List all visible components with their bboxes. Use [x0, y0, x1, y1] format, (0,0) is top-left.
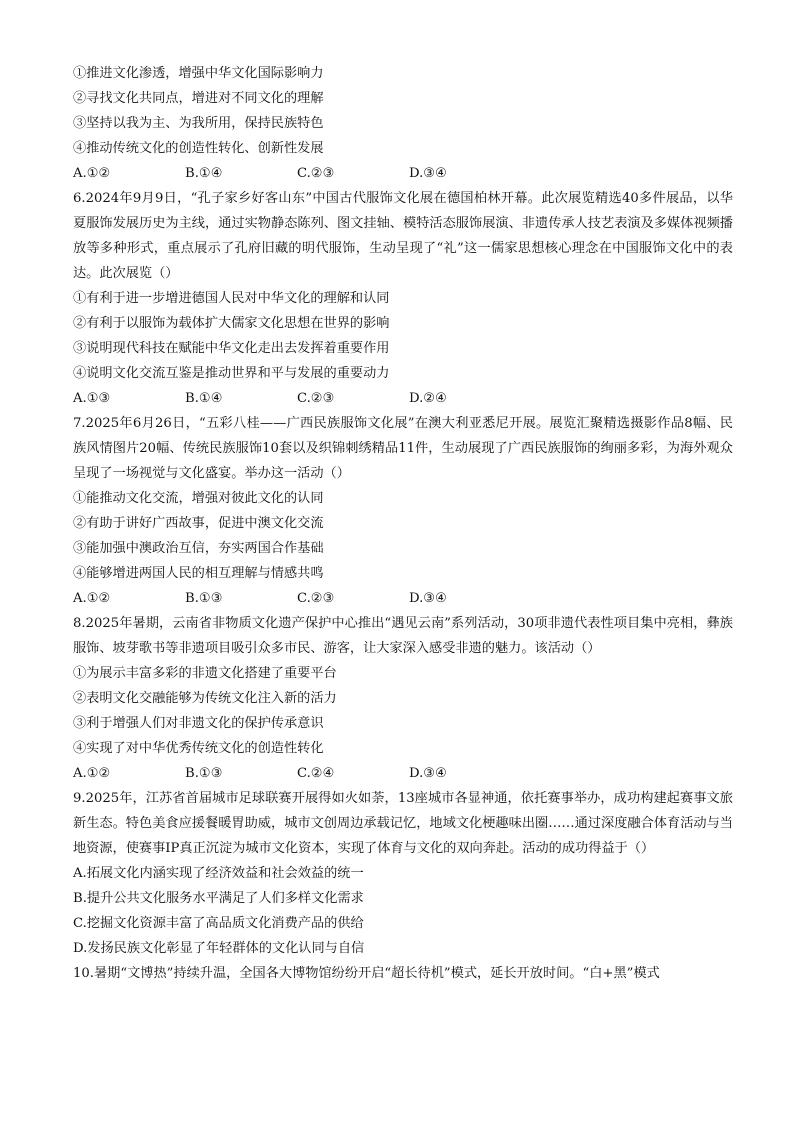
option-c: C.②③	[297, 391, 335, 406]
option-c: C.②③	[297, 166, 335, 181]
statement-4: ④能够增进两国人民的相互理解与情感共鸣	[73, 566, 324, 581]
question-10	[73, 961, 733, 986]
answer-options	[73, 161, 733, 186]
option-b: B.①④	[185, 166, 223, 181]
choice-a: A.拓展文化内涵实现了经济效益和社会效益的统一	[73, 866, 364, 881]
option-c: C.②④	[297, 766, 335, 781]
option-d: D.②④	[409, 391, 447, 406]
statement-2: ②有利于以服饰为载体扩大儒家文化思想在世界的影响	[73, 316, 390, 331]
statement-3: ③坚持以我为主、为我所用，保持民族特色	[73, 116, 324, 131]
statement-1: ①为展示丰富多彩的非遗文化搭建了重要平台	[73, 666, 337, 681]
exam-page	[73, 61, 733, 986]
statement-1: ①能推动文化交流，增强对彼此文化的认同	[73, 491, 324, 506]
option-d: D.③④	[409, 166, 447, 181]
option-a: A.①②	[73, 591, 111, 606]
statement-1: ①推进文化渗透，增强中华文化国际影响力	[73, 66, 324, 81]
answer-options	[73, 761, 733, 786]
statement-1: ①有利于进一步增进德国人民对中华文化的理解和认同	[73, 291, 390, 306]
option-b: B.①③	[185, 591, 223, 606]
option-c: C.②③	[297, 591, 335, 606]
option-a: A.①②	[73, 166, 111, 181]
option-a: A.①②	[73, 766, 111, 781]
option-d: D.③④	[409, 766, 447, 781]
answer-options	[73, 386, 733, 411]
statement-3: ③能加强中澳政治互信，夯实两国合作基础	[73, 541, 324, 556]
statement-4: ④说明文化交流互鉴是推动世界和平与发展的重要动力	[73, 366, 390, 381]
answer-options	[73, 586, 733, 611]
question-8	[73, 611, 733, 786]
question-9	[73, 786, 733, 961]
statement-3: ③利于增强人们对非遗文化的保护传承意识	[73, 716, 324, 731]
option-b: B.①③	[185, 766, 223, 781]
statement-2: ②表明文化交融能够为传统文化注入新的活力	[73, 691, 337, 706]
question-stem: 9.2025年，江苏省首届城市足球联赛开展得如火如荼，13座城市各显神通，依托赛事举办，成功构建起赛事文旅新生态。特色美食应援餐暖胃助威，城市文创周边承载记忆，地域文化梗趣味出圈……通过深度融合体育活动与当地资源，使赛事IP真正沉淀为城市文化资本，实现了体育与文化的双向奔赴。活动的成功得益于（）	[73, 791, 733, 856]
option-a: A.①③	[73, 391, 111, 406]
question-stem: 8.2025年暑期，云南省非物质文化遗产保护中心推出“遇见云南”系列活动，30项非遗代表性项目集中亮相，彝族服饰、坡芽歌书等非遗项目吸引众多市民、游客，让大家深入感受非遗的魅力。该活动（）	[73, 616, 733, 656]
choice-b: B.提升公共文化服务水平满足了人们多样文化需求	[73, 891, 364, 906]
question-6	[73, 186, 733, 411]
question-stem: 10.暑期“文博热”持续升温，全国各大博物馆纷纷开启“超长待机”模式，延长开放时间。“白+黑”模式	[73, 966, 660, 981]
question-5-tail	[73, 61, 733, 186]
question-stem: 7.2025年6月26日，“五彩八桂——广西民族服饰文化展”在澳大利亚悉尼开展。展览汇聚精选摄影作品8幅、民族风情图片20幅、传统民族服饰10套以及织锦刺绣精品11件，生动展现了广西民族服饰的绚丽多彩，为海外观众呈现了一场视觉与文化盛宴。举办这一活动（）	[73, 416, 733, 481]
statement-2: ②寻找文化共同点，增进对不同文化的理解	[73, 91, 324, 106]
option-d: D.③④	[409, 591, 447, 606]
statement-2: ②有助于讲好广西故事，促进中澳文化交流	[73, 516, 324, 531]
question-7	[73, 411, 733, 611]
statement-3: ③说明现代科技在赋能中华文化走出去发挥着重要作用	[73, 341, 390, 356]
statement-4: ④推动传统文化的创造性转化、创新性发展	[73, 141, 324, 156]
question-stem: 6.2024年9月9日，“孔子家乡好客山东”中国古代服饰文化展在德国柏林开幕。此次展览精选40多件展品，以华夏服饰发展历史为主线，通过实物静态陈列、图文挂轴、模特活态服饰展演、非遗传承人技艺表演及多媒体视频播放等多种形式，重点展示了孔府旧藏的明代服饰，生动呈现了“礼”这一儒家思想核心理念在中国服饰文化中的表达。此次展览（）	[73, 191, 733, 281]
choice-c: C.挖掘文化资源丰富了高品质文化消费产品的供给	[73, 916, 364, 931]
statement-4: ④实现了对中华优秀传统文化的创造性转化	[73, 741, 324, 756]
choice-d: D.发扬民族文化彰显了年轻群体的文化认同与自信	[73, 941, 365, 956]
option-b: B.①④	[185, 391, 223, 406]
